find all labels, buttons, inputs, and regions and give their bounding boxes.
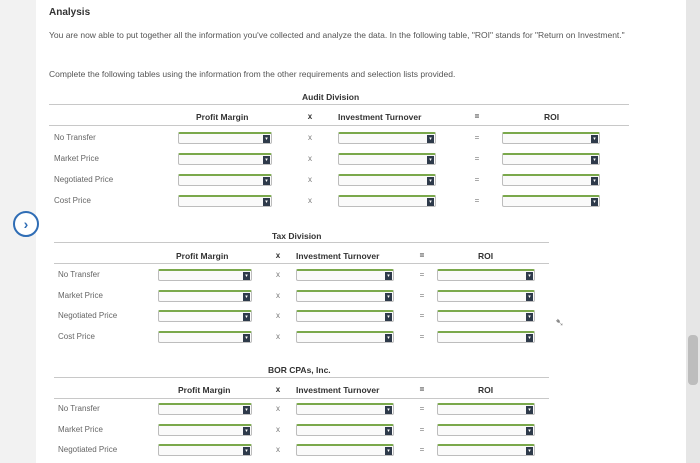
chevron-down-icon: ▾ — [526, 406, 533, 414]
row-label: Market Price — [58, 424, 103, 434]
row-times: x — [276, 331, 280, 341]
divider — [54, 398, 549, 399]
chevron-down-icon: ▾ — [243, 293, 250, 301]
roi-select[interactable] — [437, 424, 535, 436]
roi-select[interactable] — [437, 269, 535, 281]
header-times: x — [275, 251, 281, 260]
chevron-down-icon: ▾ — [263, 177, 270, 185]
roi-select[interactable] — [437, 290, 535, 302]
row-equals: = — [419, 290, 425, 300]
chevron-right-icon: › — [23, 216, 29, 232]
row-label: Market Price — [54, 154, 99, 163]
chevron-down-icon: ▾ — [591, 198, 598, 206]
chevron-down-icon: ▾ — [591, 156, 598, 164]
profit-margin-select[interactable] — [158, 403, 252, 415]
roi-select[interactable] — [437, 403, 535, 415]
chevron-down-icon: ▾ — [427, 198, 434, 206]
header-equals: = — [419, 251, 425, 260]
row-equals: = — [419, 445, 425, 454]
header-investment-turnover: Investment Turnover — [338, 112, 422, 122]
header-times: x — [307, 112, 313, 121]
investment-turnover-select[interactable] — [296, 269, 394, 281]
row-label: Market Price — [58, 290, 103, 300]
chevron-down-icon: ▾ — [263, 198, 270, 206]
chevron-down-icon: ▾ — [526, 427, 533, 435]
row-label: No Transfer — [54, 133, 96, 142]
row-label: Cost Price — [58, 331, 95, 341]
investment-turnover-select[interactable] — [338, 174, 436, 186]
profit-margin-select[interactable] — [158, 424, 252, 436]
chevron-down-icon: ▾ — [385, 293, 392, 301]
header-profit-margin: Profit Margin — [178, 385, 231, 395]
roi-select[interactable] — [437, 331, 535, 343]
investment-turnover-select[interactable] — [296, 403, 394, 415]
chevron-down-icon: ▾ — [243, 447, 250, 455]
scrollbar-track[interactable] — [686, 0, 700, 463]
chevron-down-icon: ▾ — [263, 135, 270, 143]
investment-turnover-select[interactable] — [296, 290, 394, 302]
intro-text: You are now able to put together all the information you've collected and analyze the data. In the following table, "ROI" stands for "Return on Investment." — [49, 30, 625, 40]
chevron-down-icon: ▾ — [526, 334, 533, 342]
chevron-down-icon: ▾ — [591, 177, 598, 185]
divider — [54, 263, 549, 264]
chevron-down-icon: ▾ — [427, 156, 434, 164]
chevron-down-icon: ▾ — [427, 135, 434, 143]
chevron-down-icon: ▾ — [591, 135, 598, 143]
chevron-down-icon: ▾ — [385, 313, 392, 321]
roi-select[interactable] — [502, 153, 600, 165]
row-equals: = — [474, 133, 480, 142]
profit-margin-select[interactable] — [178, 174, 272, 186]
header-profit-margin: Profit Margin — [176, 251, 229, 261]
header-investment-turnover: Investment Turnover — [296, 385, 380, 395]
divider — [49, 125, 629, 126]
profit-margin-select[interactable] — [158, 310, 252, 322]
row-times: x — [308, 175, 312, 184]
row-equals: = — [474, 154, 480, 163]
row-times: x — [276, 445, 280, 454]
row-times: x — [276, 404, 280, 413]
row-label: Negotiated Price — [58, 445, 118, 454]
profit-margin-select[interactable] — [178, 153, 272, 165]
roi-select[interactable] — [502, 174, 600, 186]
row-equals: = — [419, 404, 425, 413]
profit-margin-select[interactable] — [178, 132, 272, 144]
next-nav-button[interactable] — [13, 211, 39, 237]
roi-select[interactable] — [437, 310, 535, 322]
chevron-down-icon: ▾ — [243, 427, 250, 435]
chevron-down-icon: ▾ — [243, 313, 250, 321]
profit-margin-select[interactable] — [158, 444, 252, 456]
mouse-cursor-icon: ➷ — [555, 317, 565, 329]
chevron-down-icon: ▾ — [526, 293, 533, 301]
investment-turnover-select[interactable] — [338, 153, 436, 165]
instruction-text: Complete the following tables using the information from the other requirements and selection lists provided. — [49, 69, 456, 79]
table-title: Audit Division — [302, 92, 360, 102]
row-label: Negotiated Price — [54, 175, 114, 184]
profit-margin-select[interactable] — [178, 195, 272, 207]
roi-select[interactable] — [502, 195, 600, 207]
header-roi: ROI — [544, 112, 560, 122]
investment-turnover-select[interactable] — [296, 444, 394, 456]
chevron-down-icon: ▾ — [243, 334, 250, 342]
row-equals: = — [419, 311, 425, 320]
row-label: No Transfer — [58, 404, 100, 413]
roi-select[interactable] — [437, 444, 535, 456]
scrollbar-thumb[interactable] — [688, 335, 698, 385]
header-roi: ROI — [478, 251, 494, 261]
header-investment-turnover: Investment Turnover — [296, 251, 380, 261]
investment-turnover-select[interactable] — [296, 310, 394, 322]
investment-turnover-select[interactable] — [338, 132, 436, 144]
chevron-down-icon: ▾ — [385, 427, 392, 435]
chevron-down-icon: ▾ — [427, 177, 434, 185]
header-roi: ROI — [478, 385, 494, 395]
divider — [49, 104, 629, 105]
investment-turnover-select[interactable] — [338, 195, 436, 207]
table-title: BOR CPAs, Inc. — [268, 365, 331, 375]
chevron-down-icon: ▾ — [526, 313, 533, 321]
row-times: x — [308, 196, 312, 205]
header-equals: = — [474, 112, 480, 121]
row-equals: = — [474, 196, 480, 205]
chevron-down-icon: ▾ — [526, 272, 533, 280]
divider — [54, 242, 549, 243]
header-profit-margin: Profit Margin — [196, 112, 249, 122]
chevron-down-icon: ▾ — [385, 334, 392, 342]
row-times: x — [276, 290, 280, 300]
analysis-heading: Analysis — [49, 7, 91, 18]
profit-margin-select[interactable] — [158, 331, 252, 343]
chevron-down-icon: ▾ — [526, 447, 533, 455]
row-equals: = — [419, 424, 425, 434]
row-times: x — [308, 154, 312, 163]
chevron-down-icon: ▾ — [385, 447, 392, 455]
chevron-down-icon: ▾ — [263, 156, 270, 164]
table-title: Tax Division — [272, 231, 322, 241]
header-equals: = — [419, 385, 425, 394]
chevron-down-icon: ▾ — [385, 406, 392, 414]
row-equals: = — [419, 331, 425, 341]
row-equals: = — [419, 270, 425, 279]
header-times: x — [275, 385, 281, 394]
chevron-down-icon: ▾ — [385, 272, 392, 280]
row-label: Cost Price — [54, 196, 91, 205]
investment-turnover-select[interactable] — [296, 424, 394, 436]
divider — [54, 377, 549, 378]
row-times: x — [276, 270, 280, 279]
row-label: Negotiated Price — [58, 311, 118, 320]
row-times: x — [276, 424, 280, 434]
profit-margin-select[interactable] — [158, 290, 252, 302]
row-times: x — [308, 133, 312, 142]
chevron-down-icon: ▾ — [243, 272, 250, 280]
row-label: No Transfer — [58, 270, 100, 279]
chevron-down-icon: ▾ — [243, 406, 250, 414]
profit-margin-select[interactable] — [158, 269, 252, 281]
row-equals: = — [474, 175, 480, 184]
investment-turnover-select[interactable] — [296, 331, 394, 343]
roi-select[interactable] — [502, 132, 600, 144]
row-times: x — [276, 311, 280, 320]
